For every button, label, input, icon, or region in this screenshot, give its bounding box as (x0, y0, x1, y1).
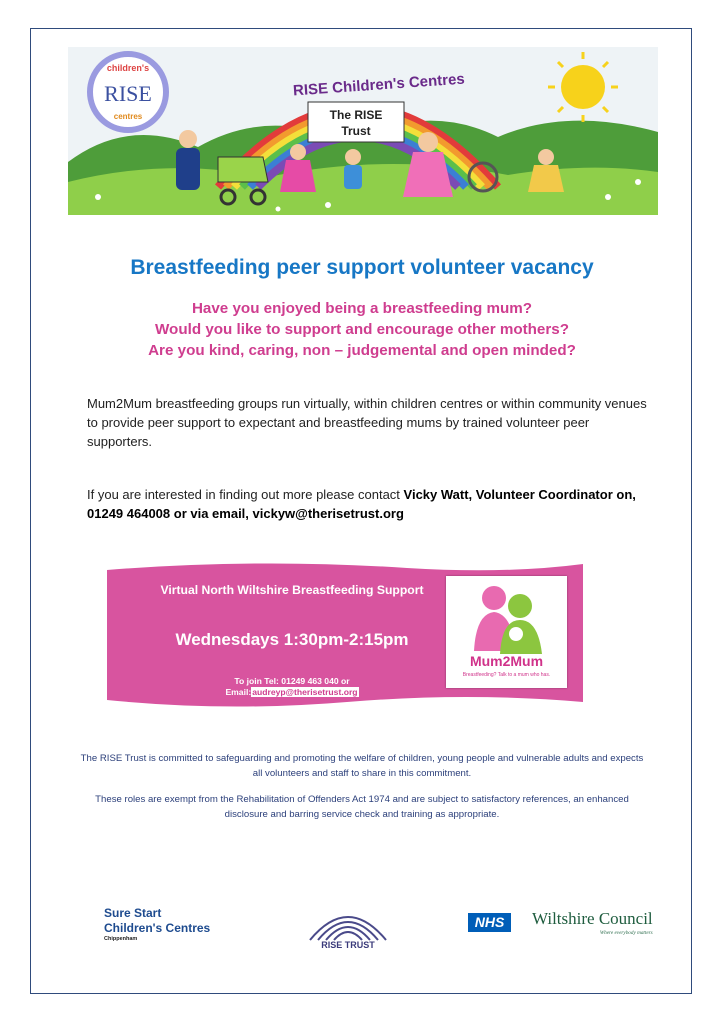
sure-start-location: Chippenham (104, 936, 138, 942)
session-title: Virtual North Wiltshire Breastfeeding Support (160, 583, 424, 597)
banner-sign-line2: Trust (341, 124, 371, 138)
page-title: Breastfeeding peer support volunteer vacancy (130, 256, 594, 279)
badge-bottom-text: centres (113, 112, 143, 121)
intro-paragraph: Mum2Mum breastfeeding groups run virtually, within children centres or within community venues to provide peer support to expectant and breastfeeding mums by trained volunteer peer supporters. (87, 396, 647, 449)
badge-main-text: RISE (104, 81, 152, 106)
nhs-logo: NHS (468, 913, 511, 932)
session-info-box (107, 562, 583, 708)
badge-top-text: children's (106, 63, 150, 73)
rise-banner-image (68, 47, 658, 215)
wiltshire-council-logo (532, 909, 653, 936)
contact-lead: If you are interested in finding out more please contact (87, 487, 404, 502)
question-line: Are you kind, caring, non – judgemental and open minded? (148, 342, 576, 359)
rise-childrens-centres-badge (90, 54, 166, 130)
session-email-link[interactable]: audreyp@therisetrust.org (252, 687, 358, 697)
safeguarding-statement: The RISE Trust is committed to safeguarding and promoting the welfare of children, young people and vulnerable adults and expects all volunteers and staff to share in this commitment. (80, 753, 644, 779)
contact-details: Vicky Watt, Volunteer Coordinator on, 01249 464008 or via email, vickyw@therisetrust.org (87, 487, 636, 521)
exemption-statement: These roles are exempt from the Rehabilitation of Offenders Act 1974 and are subject to satisfactory references, an enhanced disclosure and barring service check and training as appropriate. (95, 794, 629, 820)
session-join-info (167, 676, 417, 698)
mum2mum-tagline: Breastfeeding? Talk to a mum who has. (462, 672, 551, 678)
sure-start-line1: Sure Start (104, 906, 162, 920)
contact-paragraph (87, 485, 647, 523)
session-email-label: Email: (225, 687, 252, 697)
wiltshire-council-name: Wiltshire Council (532, 909, 653, 928)
question-line: Have you enjoyed being a breastfeeding mum? (191, 300, 533, 317)
session-time: Wednesdays 1:30pm-2:15pm (175, 630, 409, 649)
banner-arc-text: RISE Children's Centres (292, 70, 466, 100)
mum2mum-mothers-icon (446, 576, 567, 656)
mum2mum-name: Mum2Mum (469, 653, 544, 669)
sure-start-line2: Children's Centres (104, 921, 211, 935)
rise-trust-arc-icon (302, 900, 394, 942)
volunteer-questions (0, 298, 724, 361)
question-line: Would you like to support and encourage other mothers? (154, 321, 570, 338)
sure-start-logo (104, 906, 210, 943)
banner-sign-line1: The RISE (329, 108, 383, 122)
session-join-line: To join Tel: 01249 463 040 or (234, 676, 350, 686)
rise-trust-logo (302, 900, 394, 958)
mum2mum-logo (446, 576, 567, 688)
wiltshire-council-tagline: Where everybody matters (599, 930, 653, 936)
rise-trust-name: RISE TRUST (321, 940, 375, 950)
